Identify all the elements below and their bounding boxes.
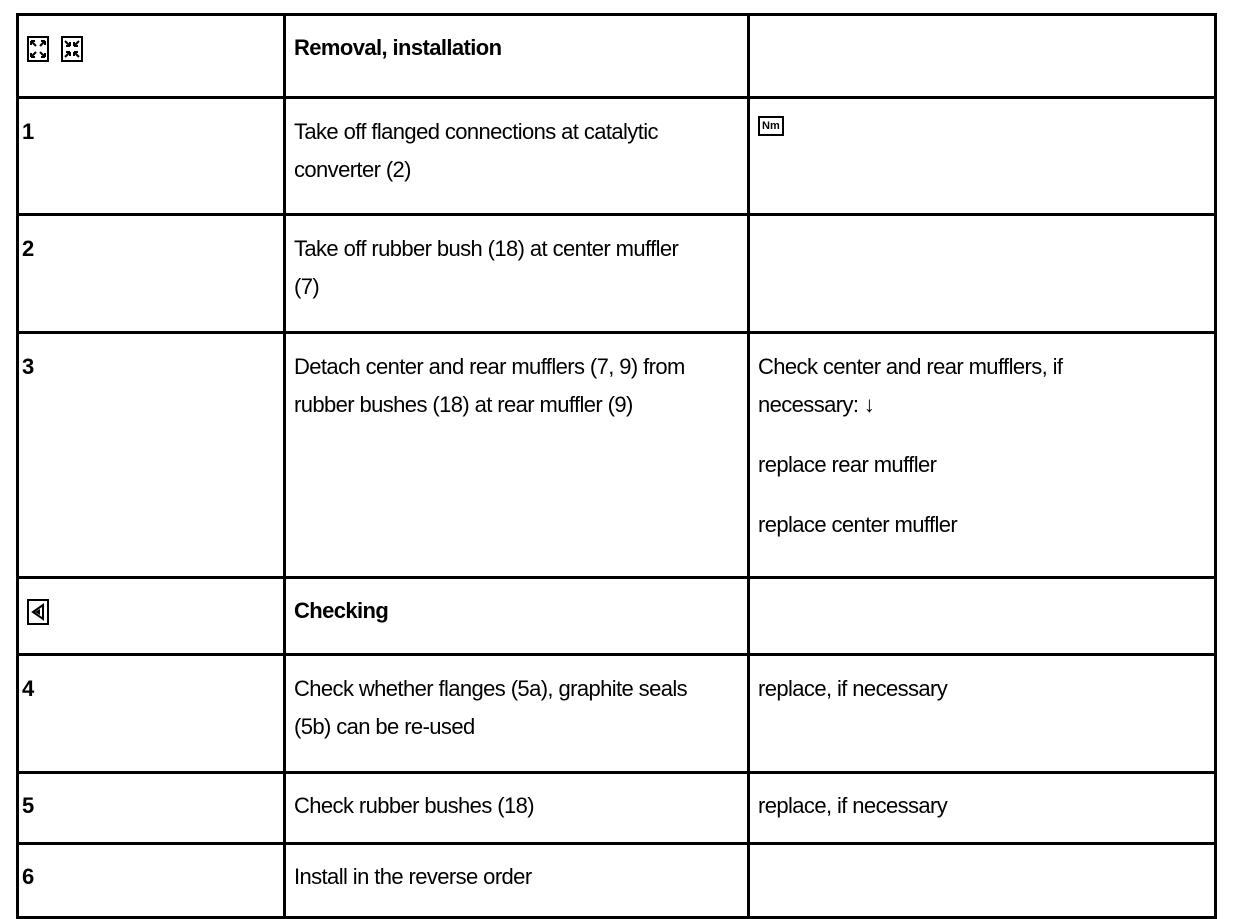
section-title-checking: Checking: [285, 578, 749, 655]
step-note: [749, 844, 1216, 918]
step-note: Check center and rear mufflers, if necessary: ↓ replace rear muffler replace center muffler: [749, 333, 1216, 578]
procedure-table: [16, 13, 1217, 919]
step-action: Check rubber bushes (18): [285, 773, 749, 844]
installation-icon: [61, 36, 83, 62]
section-note-cell: [749, 15, 1216, 98]
step-number: 3: [18, 333, 285, 578]
step-action: Take off rubber bush (18) at center muffler (7): [285, 215, 749, 333]
table-row: [18, 773, 1216, 844]
step-action: Check whether flanges (5a), graphite seals (5b) can be re-used: [285, 655, 749, 773]
table-row: [18, 333, 1216, 578]
step-number: 5: [18, 773, 285, 844]
step-action: Install in the reverse order: [285, 844, 749, 918]
step-action: Take off flanged connections at catalytic converter (2): [285, 98, 749, 215]
step-number: 2: [18, 215, 285, 333]
table-row: [18, 98, 1216, 215]
table-row: [18, 655, 1216, 773]
section-header-checking: [18, 578, 1216, 655]
table-row: [18, 844, 1216, 918]
step-action: Detach center and rear mufflers (7, 9) from rubber bushes (18) at rear muffler (9): [285, 333, 749, 578]
table-row: [18, 215, 1216, 333]
step-note: [749, 215, 1216, 333]
step-note: replace, if necessary: [749, 773, 1216, 844]
removal-icon: [27, 36, 49, 62]
section-note-cell: [749, 578, 1216, 655]
step-note: [749, 98, 1216, 215]
torque-icon: Nm: [758, 116, 784, 136]
checking-icon: [27, 599, 49, 625]
step-number: 6: [18, 844, 285, 918]
section-header-removal: [18, 15, 1216, 98]
section-icons-cell: [18, 15, 285, 98]
section-title-removal: Removal, installation: [285, 15, 749, 98]
section-icons-cell: [18, 578, 285, 655]
step-note: replace, if necessary: [749, 655, 1216, 773]
step-number: 4: [18, 655, 285, 773]
step-number: 1: [18, 98, 285, 215]
